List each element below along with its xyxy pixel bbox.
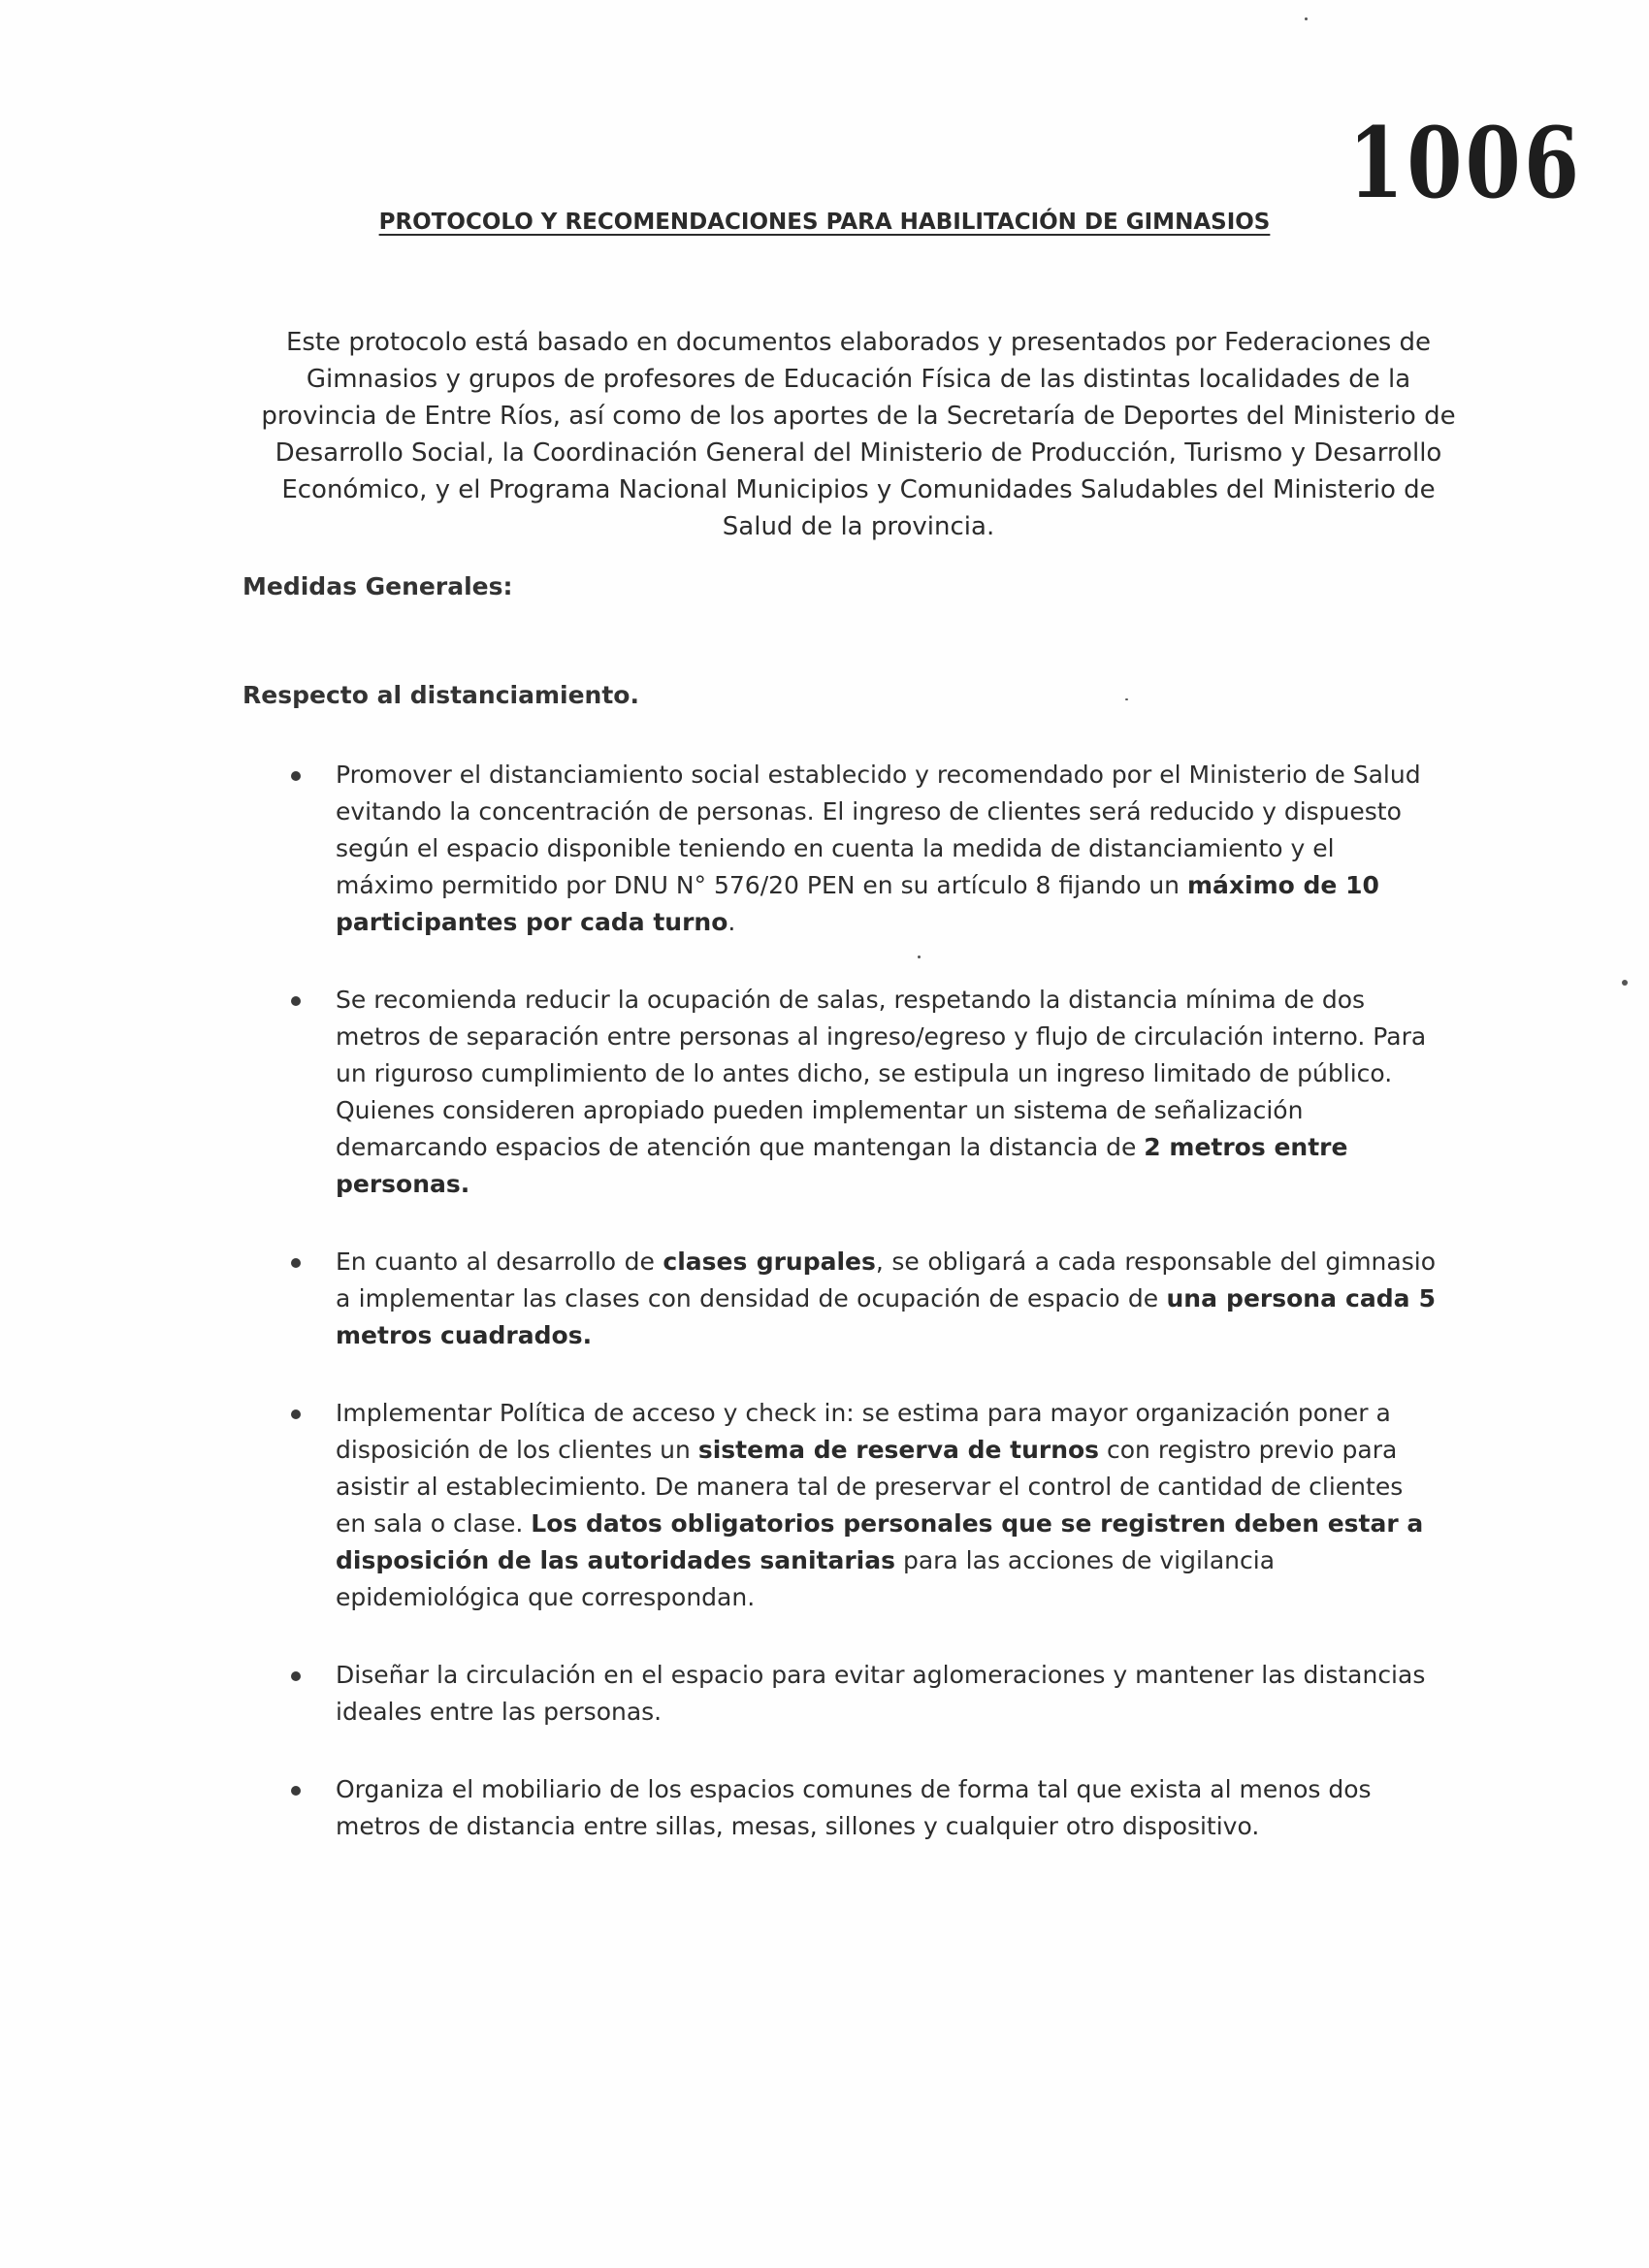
bullet-dot-icon [291, 1671, 301, 1681]
bullet-bold-text: sistema de reserva de turnos [697, 1436, 1100, 1464]
document-title: PROTOCOLO Y RECOMENDACIONES PARA HABILITACIÓN DE GIMNASIOS [378, 210, 1271, 235]
bullet-text: con registro previo para asistir al establecimiento. De manera tal de preservar el control de cantidad de clientes en sala o clase. [336, 1436, 1404, 1538]
page-number-stamp: 1006 [1348, 106, 1583, 220]
bullet-bold-text: 2 metros entre personas. [336, 1133, 1348, 1198]
bullet-dot-icon [291, 1786, 301, 1796]
bullet-bold-text: máximo de 10 participantes por cada turno [336, 871, 1379, 936]
scan-speck [1305, 17, 1308, 20]
list-item [281, 1244, 1436, 1354]
bullet-bold-text: clases grupales [663, 1247, 876, 1276]
bullet-text: Se recomienda reducir la ocupación de salas, respetando la distancia mínima de dos metros de separación entre personas al ingreso/egreso y flujo de circulación interno. Para un riguroso cumplimiento de lo antes dicho, se estipula un ingreso limitado de público. Quienes consideren apropiado pueden implementar un sistema de señalización demarcando espacios de atención que mantengan la distancia de [336, 986, 1427, 1161]
list-item [281, 1771, 1436, 1845]
list-item [281, 757, 1436, 941]
intro-paragraph: Este protocolo está basado en documentos elaborados y presentados por Federaciones de Gimnasios y grupos de profesores de Educación Física de las distintas localidades de la provincia de Entre Ríos, así como de los aportes de la Secretaría de Deportes del Ministerio de Desarrollo Social, la Coordinación General del Ministerio de Producción, Turismo y Desarrollo Económico, y el Programa Nacional Municipios y Comunidades Saludables del Ministerio de Salud de la provincia. [261, 328, 1456, 541]
list-item [281, 1657, 1436, 1731]
bullet-dot-icon [291, 1258, 301, 1268]
scan-speck [918, 956, 921, 958]
bullet-dot-icon [291, 1409, 301, 1419]
bullet-dot-icon [291, 996, 301, 1006]
bullet-text: Organiza el mobiliario de los espacios comunes de forma tal que exista al menos dos metros de distancia entre sillas, mesas, sillones y cualquier otro dispositivo. [336, 1775, 1372, 1840]
scan-speck [1622, 980, 1628, 986]
bullet-text: Promover el distanciamiento social establecido y recomendado por el Ministerio de Salud evitando la concentración de personas. El ingreso de clientes será reducido y dispuesto según el espacio disponible teniendo en cuenta la medida de distanciamiento y el máximo permitido por DNU N° 576/20 PEN en su artículo 8 fijando un [336, 761, 1421, 899]
measures-list [281, 757, 1436, 1886]
list-item [281, 1395, 1436, 1616]
bullet-bold-text: una persona cada 5 metros cuadrados. [336, 1284, 1436, 1349]
heading-medidas-generales: Medidas Generales: [242, 572, 513, 600]
bullet-dot-icon [291, 771, 301, 781]
bullet-text: Diseñar la circulación en el espacio para evitar aglomeraciones y mantener las distancias ideales entre las personas. [336, 1661, 1426, 1726]
bullet-text: . [728, 908, 736, 936]
scan-speck [1125, 698, 1128, 700]
bullet-bold-text: Los datos obligatorios personales que se registren deben estar a disposición de las autoridades sanitarias [336, 1509, 1424, 1574]
heading-respecto-distanciamiento: Respecto al distanciamiento. [242, 681, 639, 709]
bullet-text: , se obligará a cada responsable del gimnasio a implementar las clases con densidad de ocupación de espacio de [336, 1247, 1436, 1312]
bullet-text: Implementar Política de acceso y check in: se estima para mayor organización poner a disposición de los clientes un [336, 1399, 1391, 1464]
bullet-text: para las acciones de vigilancia epidemiológica que correspondan. [336, 1546, 1276, 1611]
list-item [281, 982, 1436, 1203]
bullet-text: En cuanto al desarrollo de [336, 1247, 663, 1276]
